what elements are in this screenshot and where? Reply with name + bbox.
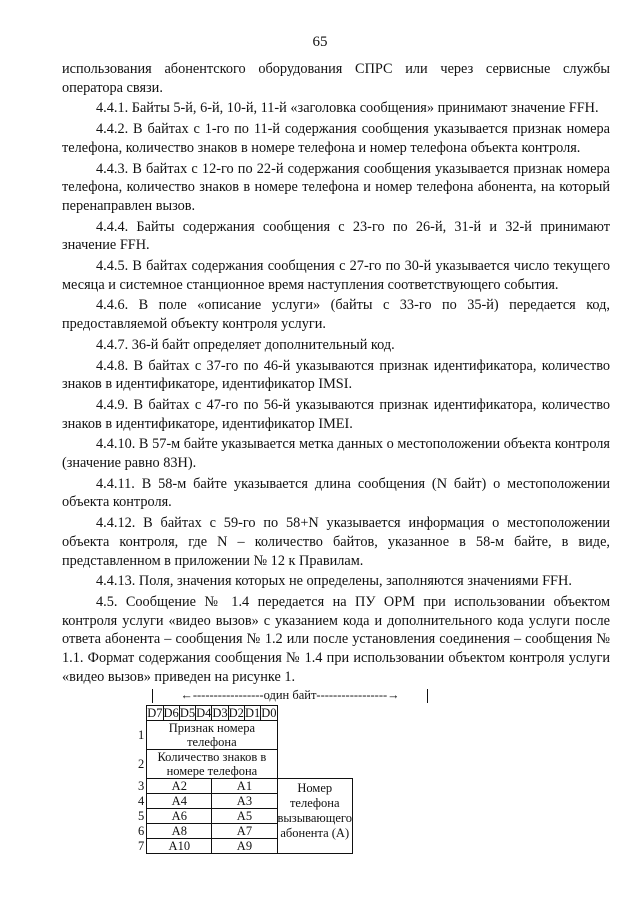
row-number: 1 — [138, 721, 147, 750]
paragraph: 4.4.11. В 58-м байте указывается длина сообщения (N байт) о местоположении объекта контроля. — [62, 475, 610, 511]
byte-width-indicator — [152, 688, 428, 704]
digit-cell: A2 — [147, 779, 212, 794]
digit-cell: A3 — [212, 794, 277, 809]
number-sign-cell: Признак номера телефона — [147, 721, 277, 750]
row-number: 7 — [138, 839, 147, 854]
paragraph: 4.4.13. Поля, значения которых не определены, заполняются значениями FFH. — [96, 573, 572, 590]
table-row — [138, 750, 353, 779]
paragraph: 4.4.9. В байтах с 47-го по 56-й указываются признак идентификатора, количество знаков в идентификаторе, идентификатор IMEI. — [62, 396, 610, 432]
paragraph: 4.4.2. В байтах с 1-го по 11-й содержания сообщения указывается признак номера телефона, количество знаков в номере телефона и номер телефона объекта контроля. — [62, 121, 610, 156]
bit-cell: D0 — [261, 706, 277, 720]
bit-cell: D5 — [179, 706, 196, 720]
format-table — [138, 705, 353, 854]
digit-cell: A6 — [147, 809, 212, 824]
digit-cell: A10 — [147, 839, 212, 854]
paragraph: 4.4.7. 36-й байт определяет дополнительный код. — [96, 336, 395, 353]
document-body — [62, 60, 610, 689]
paragraph: 4.4.12. В байтах с 59-го по 58+N указывается информация о местоположении объекта контроля, где N – количество байтов, указанное в 58-м байте, в виде, представленном в приложении № 12 к Правилам. — [62, 515, 610, 569]
bit-cell: D4 — [196, 706, 212, 720]
paragraph: 4.4.10. В 57-м байте указывается метка данных о местоположении объекта контроля (значение равно 83H). — [62, 436, 610, 472]
row-number: 2 — [138, 750, 147, 779]
bit-cell: D3 — [212, 706, 228, 720]
bit-cell: D1 — [244, 706, 261, 720]
table-row — [138, 721, 353, 750]
digit-cell: A7 — [212, 824, 277, 839]
paragraph: 4.4.6. В поле «описание услуги» (байты с 33-го по 35-й) передается код, предоставляемой объекту контроля услуги. — [62, 297, 610, 333]
row-number: 3 — [138, 779, 147, 794]
digit-cell: A9 — [212, 839, 277, 854]
digit-cell: A4 — [147, 794, 212, 809]
paragraph: использования абонентского оборудования СПРС или через сервисные службы оператора связи. — [62, 61, 610, 96]
digit-cell: A5 — [212, 809, 277, 824]
digit-cell: A8 — [147, 824, 212, 839]
paragraph: 4.4.3. В байтах с 12-го по 22-й содержания сообщения указывается признак номера телефона, количество знаков в номере телефона и номер телефона абонента, на который перенаправлен вызов. — [62, 160, 610, 214]
paragraph: 4.4.5. В байтах содержания сообщения с 27-го по 30-й указывается число текущего месяца и системное станционное время наступления соответствующего события. — [62, 258, 610, 293]
paragraph: 4.4.4. Байты содержания сообщения с 23-го по 26-й, 31-й и 32-й принимают значение FFH. — [62, 218, 610, 254]
digit-count-cell: Количество знаков в номере телефона — [147, 750, 277, 779]
bit-cell: D7 — [147, 706, 163, 720]
phone-number-label: Номер телефона вызывающего абонента (А) — [277, 779, 353, 854]
row-number: 5 — [138, 809, 147, 824]
byte-end-bar — [427, 689, 428, 703]
row-number: 6 — [138, 824, 147, 839]
byte-label: ←-----------------один байт-----------------→ — [180, 688, 400, 702]
table-row — [138, 779, 353, 794]
page-number: 65 — [312, 34, 328, 50]
paragraph: 4.4.8. В байтах с 37-го по 46-й указываются признак идентификатора, количество знаков в идентификаторе, идентификатор IMSI. — [62, 357, 610, 393]
bit-cell: D6 — [163, 706, 179, 720]
bit-header-row — [138, 706, 353, 721]
paragraph: 4.5. Сообщение № 1.4 передается на ПУ ОРМ при использовании объектом контроля услуги «видео вызов» с указанием кода и дополнительного кода услуги после ответа абонента – сообщения № 1.2 или после установления соединения – сообщения № 1.1. Формат содержания сообщения № 1.4 при использовании объектом контроля услуги «видео вызов» приведен на рисунке 1. — [62, 593, 610, 685]
row-number: 4 — [138, 794, 147, 809]
digit-cell: A1 — [212, 779, 277, 794]
paragraph: 4.4.1. Байты 5-й, 6-й, 10-й, 11-й «заголовка сообщения» принимают значение FFH. — [96, 100, 599, 117]
bit-cell: D2 — [228, 706, 244, 720]
